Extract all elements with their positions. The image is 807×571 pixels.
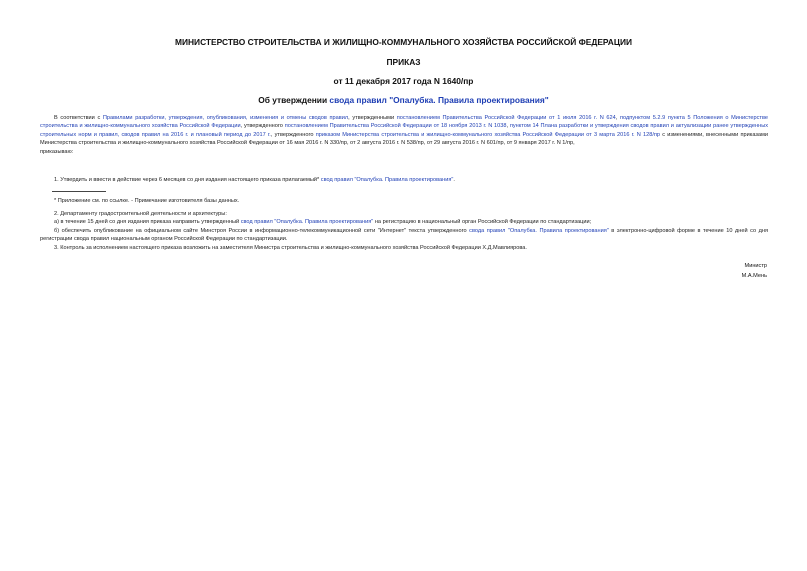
- link-resolution-624[interactable]: постановлением Правительства Российской Федерации от 1 июля 2016 г. N 624: [396, 115, 616, 121]
- item-2b: [40, 227, 768, 244]
- item-2b-text: б) обеспечить опубликование на официальном сайте Минстроя России в информационно-телекоммуникационной сети "Интернет" текста утвержденного: [54, 227, 470, 234]
- item-2-intro: 2. Департаменту градостроительной деятельности и архитектуры:: [54, 211, 227, 217]
- item-2: [40, 210, 768, 252]
- signature-position: Министр: [744, 263, 767, 269]
- item-1-link[interactable]: свод правил "Опалубка. Правила проектирования": [320, 177, 454, 183]
- preamble-paragraph: [40, 114, 768, 156]
- preamble-text: с изменениями, внесенными приказами Министерства строительства и жилищно-коммунального хозяйства Российской Федерации от 16 мая 2016 г. N 330/пр, от 2 августа 2016 г. N 538/пр, от 29 августа 2016 г. N 601/пр, от 9 января 2017 г. N 1/пр,: [40, 131, 769, 147]
- item-1-end: .: [453, 177, 455, 183]
- item-2a-end: на регистрацию в национальный орган Российской Федерации по стандартизации;: [373, 219, 592, 226]
- preamble-text: ,: [615, 115, 620, 121]
- link-order-128[interactable]: приказом Министерства строительства и жилищно-коммунального хозяйства Российской Федерации от 3 марта 2016 г. N 128/пр: [315, 131, 661, 138]
- preamble-text: ,: [506, 123, 510, 130]
- signature-name: М.А.Мень: [741, 273, 767, 279]
- title-link[interactable]: свода правил "Опалубка. Правила проектирования": [329, 95, 549, 105]
- item-1-text: 1. Утвердить и ввести в действие через 6 месяцев со дня издания настоящего приказа прилагаемый*: [54, 177, 321, 183]
- footnote-text: * Приложение см. по ссылке. - Примечание изготовителя базы данных.: [54, 198, 240, 204]
- footnote: [40, 197, 768, 205]
- link-rules[interactable]: Правилами разработки, утверждения, опубликования, изменения и отмены сводов правил: [102, 115, 349, 121]
- item-2a-text: а) в течение 15 дней со дня издания приказа направить утвержденный: [54, 219, 241, 226]
- link-resolution-1038[interactable]: постановлением Правительства Российской Федерации от 18 ноября 2013 г. N 1038: [284, 123, 507, 130]
- preamble-text: , утвержденного: [240, 123, 285, 130]
- date-number-heading: от 11 декабря 2017 года N 1640/пр: [333, 76, 474, 86]
- preamble-text: , утвержденными: [348, 115, 397, 121]
- item-2a-link[interactable]: свод правил "Опалубка. Правила проектирования": [240, 219, 374, 226]
- order-word: приказываю:: [40, 148, 74, 155]
- signature-block: [742, 262, 767, 280]
- ministry-heading: МИНИСТЕРСТВО СТРОИТЕЛЬСТВА И ЖИЛИЩНО-КОММУНАЛЬНОГО ХОЗЯЙСТВА РОССИЙСКОЙ ФЕДЕРАЦИИ: [175, 37, 632, 47]
- footnote-divider: [52, 191, 106, 192]
- item-2b-end: в электронно-цифровой форме в течение 10 дней со дня регистрации свода правил национальным органом Российской Федерации по стандартизации.: [40, 227, 769, 243]
- title-prefix: Об утверждении: [258, 95, 330, 105]
- document-type-heading: ПРИКАЗ: [386, 57, 421, 67]
- preamble-text: , утвержденного: [270, 131, 316, 138]
- item-2a: [40, 218, 768, 226]
- document-title: [0, 95, 807, 105]
- link-regulation-subclause[interactable]: подпунктом 5.2.9 пункта 5 Положения о Министерстве строительства и жилищно-коммунального хозяйства Российской Федерации: [40, 115, 769, 130]
- link-plan-clause-14[interactable]: пунктом 14 Плана разработки и утверждения сводов правил и актуализации ранее утвержденных строительных норм и правил, сводов правил на 2016 г. и плановый период до 2017 г.: [40, 123, 769, 138]
- item-2b-link[interactable]: свода правил "Опалубка. Правила проектирования": [469, 227, 609, 234]
- item-3: 3. Контроль за исполнением настоящего приказа возложить на заместителя Министра строительства и жилищно-коммунального хозяйства Российской Федерации Х.Д.Мавлиярова.: [54, 244, 527, 251]
- item-1: [40, 176, 768, 184]
- preamble-text: В соответствии с: [54, 115, 103, 121]
